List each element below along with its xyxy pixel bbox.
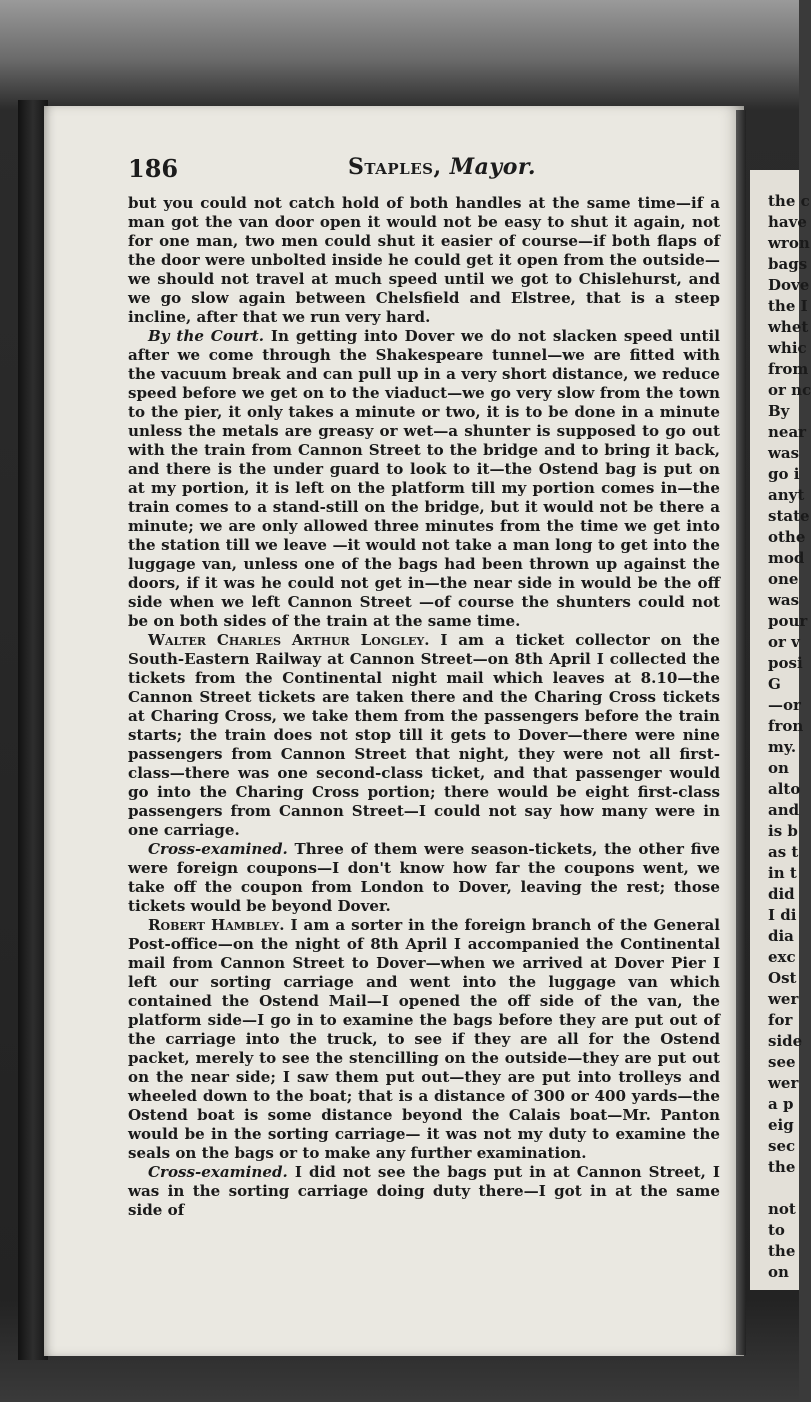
next-page-fragment: wer (768, 990, 799, 1008)
paragraph-lead: Cross-examined. (148, 1163, 288, 1181)
next-page-fragment: my. (768, 738, 797, 756)
next-page-fragment: and (768, 801, 800, 819)
next-page-fragment: one (768, 570, 799, 588)
paragraph-text: I am a sorter in the foreign branch of the General Post-office—on the night of 8th April I accompanied the Continental mail from Cannon Street to Dover—when we arrived at Dover Pier I left our sorting carriage and went into the luggage van which contained the Ostend Mail—I opened the off side of the van, the platform side—I go in to examine the bags before they are put out of the carriage into the truck, to see if they are all for the Ostend packet, merely to see the stencilling on the outside—they are put out on the near side; I saw them put out—they are put into trolleys and wheeled down to the boat; that is a distance of 300 or 400 yards—the Ostend boat is some distance beyond the Calais boat—Mr. Panton would be in the sorting carriage— it was not my duty to examine the seals on the bags or to make any further examination. (128, 916, 720, 1162)
next-page-fragment: sec (768, 1137, 796, 1155)
next-page-fragment: a p (768, 1095, 794, 1113)
next-page-fragment: bags (768, 255, 808, 273)
next-page-fragment: see (768, 1053, 796, 1071)
next-page-fragment: have (768, 213, 807, 231)
next-page-fragment: was (768, 444, 800, 462)
next-page-fragment: othe (768, 528, 806, 546)
next-page-fragment: from (768, 360, 809, 378)
next-page-fragment: G (768, 675, 781, 693)
next-page-fragment: or v (768, 633, 800, 651)
next-page-fragment: the c (768, 192, 810, 210)
running-head-name: Staples, (348, 154, 442, 180)
paragraph-lead: By the Court. (148, 327, 265, 345)
next-page-fragment: pour (768, 612, 808, 630)
running-head-title: Mayor. (449, 154, 537, 180)
next-page-fragment: near (768, 423, 807, 441)
next-page-fragment: eig (768, 1116, 794, 1134)
next-page-fragment: mod (768, 549, 805, 567)
witness-name: Robert Hambley. (148, 916, 285, 934)
paragraph-text: In getting into Dover we do not slacken speed until after we come through the Shakespeare tunnel—we are fitted with the vacuum break and can pull up in a very short distance, we reduce speed before we get on to the viaduct—we go very slow from the town to the pier, it only takes a minute or two, it is to be done in a minute unless the metals are greasy or wet—a shunter is supposed to go out with the train from Cannon Street to the bridge and to bring it back, and there is the under guard to look to it—the Ostend bag is put on at my portion, it is left on the platform till my portion comes in—the train comes to a stand-still on the bridge, but it would not be there a minute; we are only allowed three minutes from the time we get into the station till we leave —it would not take a man long to get into the luggage van, unless one of the bags had been thrown up against the doors, if it was he could not get in—the near side in would be the off side when we left Cannon Street —of course the shunters could not be on both sides of the train at the same time. (128, 327, 720, 630)
next-page-fragment: is b (768, 822, 798, 840)
next-page-fragment: on (768, 759, 789, 777)
next-page-fragment: the (768, 1242, 796, 1260)
next-page-fragment: or nc (768, 381, 811, 399)
next-page-fragment: was (768, 591, 800, 609)
next-page-fragment: state (768, 507, 810, 525)
page-gutter (736, 110, 746, 1355)
paragraph (128, 194, 720, 327)
next-page-fragment: I di (768, 906, 797, 924)
next-page-fragment: anyt (768, 486, 805, 504)
next-page-fragment: Ost (768, 969, 797, 987)
paragraph (128, 1163, 720, 1220)
next-page-fragment: not (768, 1200, 796, 1218)
paragraph-text: Three of them were season-tickets, the other five were foreign coupons—I don't know how far the coupons went, we take off the coupon from London to Dover, leaving the rest; those tickets would be beyond Dover. (128, 840, 720, 915)
next-page-fragment: —or (768, 696, 801, 714)
next-page-fragment: wron (768, 234, 810, 252)
next-page-fragment: posi (768, 654, 803, 672)
body-text (128, 194, 720, 1220)
next-page-fragment: side (768, 1032, 803, 1050)
next-page-fragment: alto (768, 780, 801, 798)
next-page-fragment: as t (768, 843, 799, 861)
paragraph (128, 631, 720, 840)
page-header (128, 148, 720, 182)
paragraph (128, 840, 720, 916)
next-page-fragment: wer (768, 1074, 799, 1092)
next-page-fragment: the I (768, 297, 808, 315)
next-page-fragment: dia (768, 927, 794, 945)
next-page-fragment: on (768, 1263, 789, 1281)
next-page-fragment: whic (768, 339, 807, 357)
paragraph-text: I am a ticket collector on the South-Eastern Railway at Cannon Street—on 8th April I collected the tickets from the Continental night mail which leaves at 8.10—the Cannon Street tickets are taken there and the Charing Cross tickets at Charing Cross, we take them from the passengers before the train starts; the train does not stop till it gets to Dover—there were nine passengers from Cannon Street that night, they were not all first-class—there was one second-class ticket, and that passenger would go into the Charing Cross portion; there would be eight first-class passengers from Cannon Street—I could not say how many were in one carriage. (128, 631, 720, 839)
next-page-fragment: whet (768, 318, 809, 336)
next-page-fragment: did (768, 885, 795, 903)
next-page-fragment: fron (768, 717, 804, 735)
next-page-fragment: to (768, 1221, 785, 1239)
page-number: 186 (128, 154, 179, 183)
next-page-fragment: for (768, 1011, 793, 1029)
next-page-fragment: By (768, 402, 790, 420)
witness-name: Walter Charles Arthur Longley. (148, 631, 430, 649)
next-page-fragment: exc (768, 948, 796, 966)
next-page-fragment: the (768, 1158, 796, 1176)
paragraph-text: but you could not catch hold of both handles at the same time—if a man got the van door open it would not be easy to shut it again, not for one man, two men could shut it easier of course—if both flaps of the door were unbolted inside he could get it open from the outside—we should not travel at much speed until we got to Chislehurst, and we go slow again between Chelsfield and Elstree, that is a steep incline, after that we run very hard. (128, 194, 720, 326)
paragraph-text: I did not see the bags put in at Cannon Street, I was in the sorting carriage doing duty there—I got in at the same side of (128, 1163, 720, 1219)
running-head (348, 154, 536, 180)
next-page-fragment: go i (768, 465, 800, 483)
paragraph (128, 916, 720, 1163)
next-page-fragment: Dove (768, 276, 810, 294)
paragraph-lead: Cross-examined. (148, 840, 288, 858)
next-page-edge (750, 170, 811, 1290)
next-page-fragment: in t (768, 864, 797, 882)
paragraph (128, 327, 720, 631)
